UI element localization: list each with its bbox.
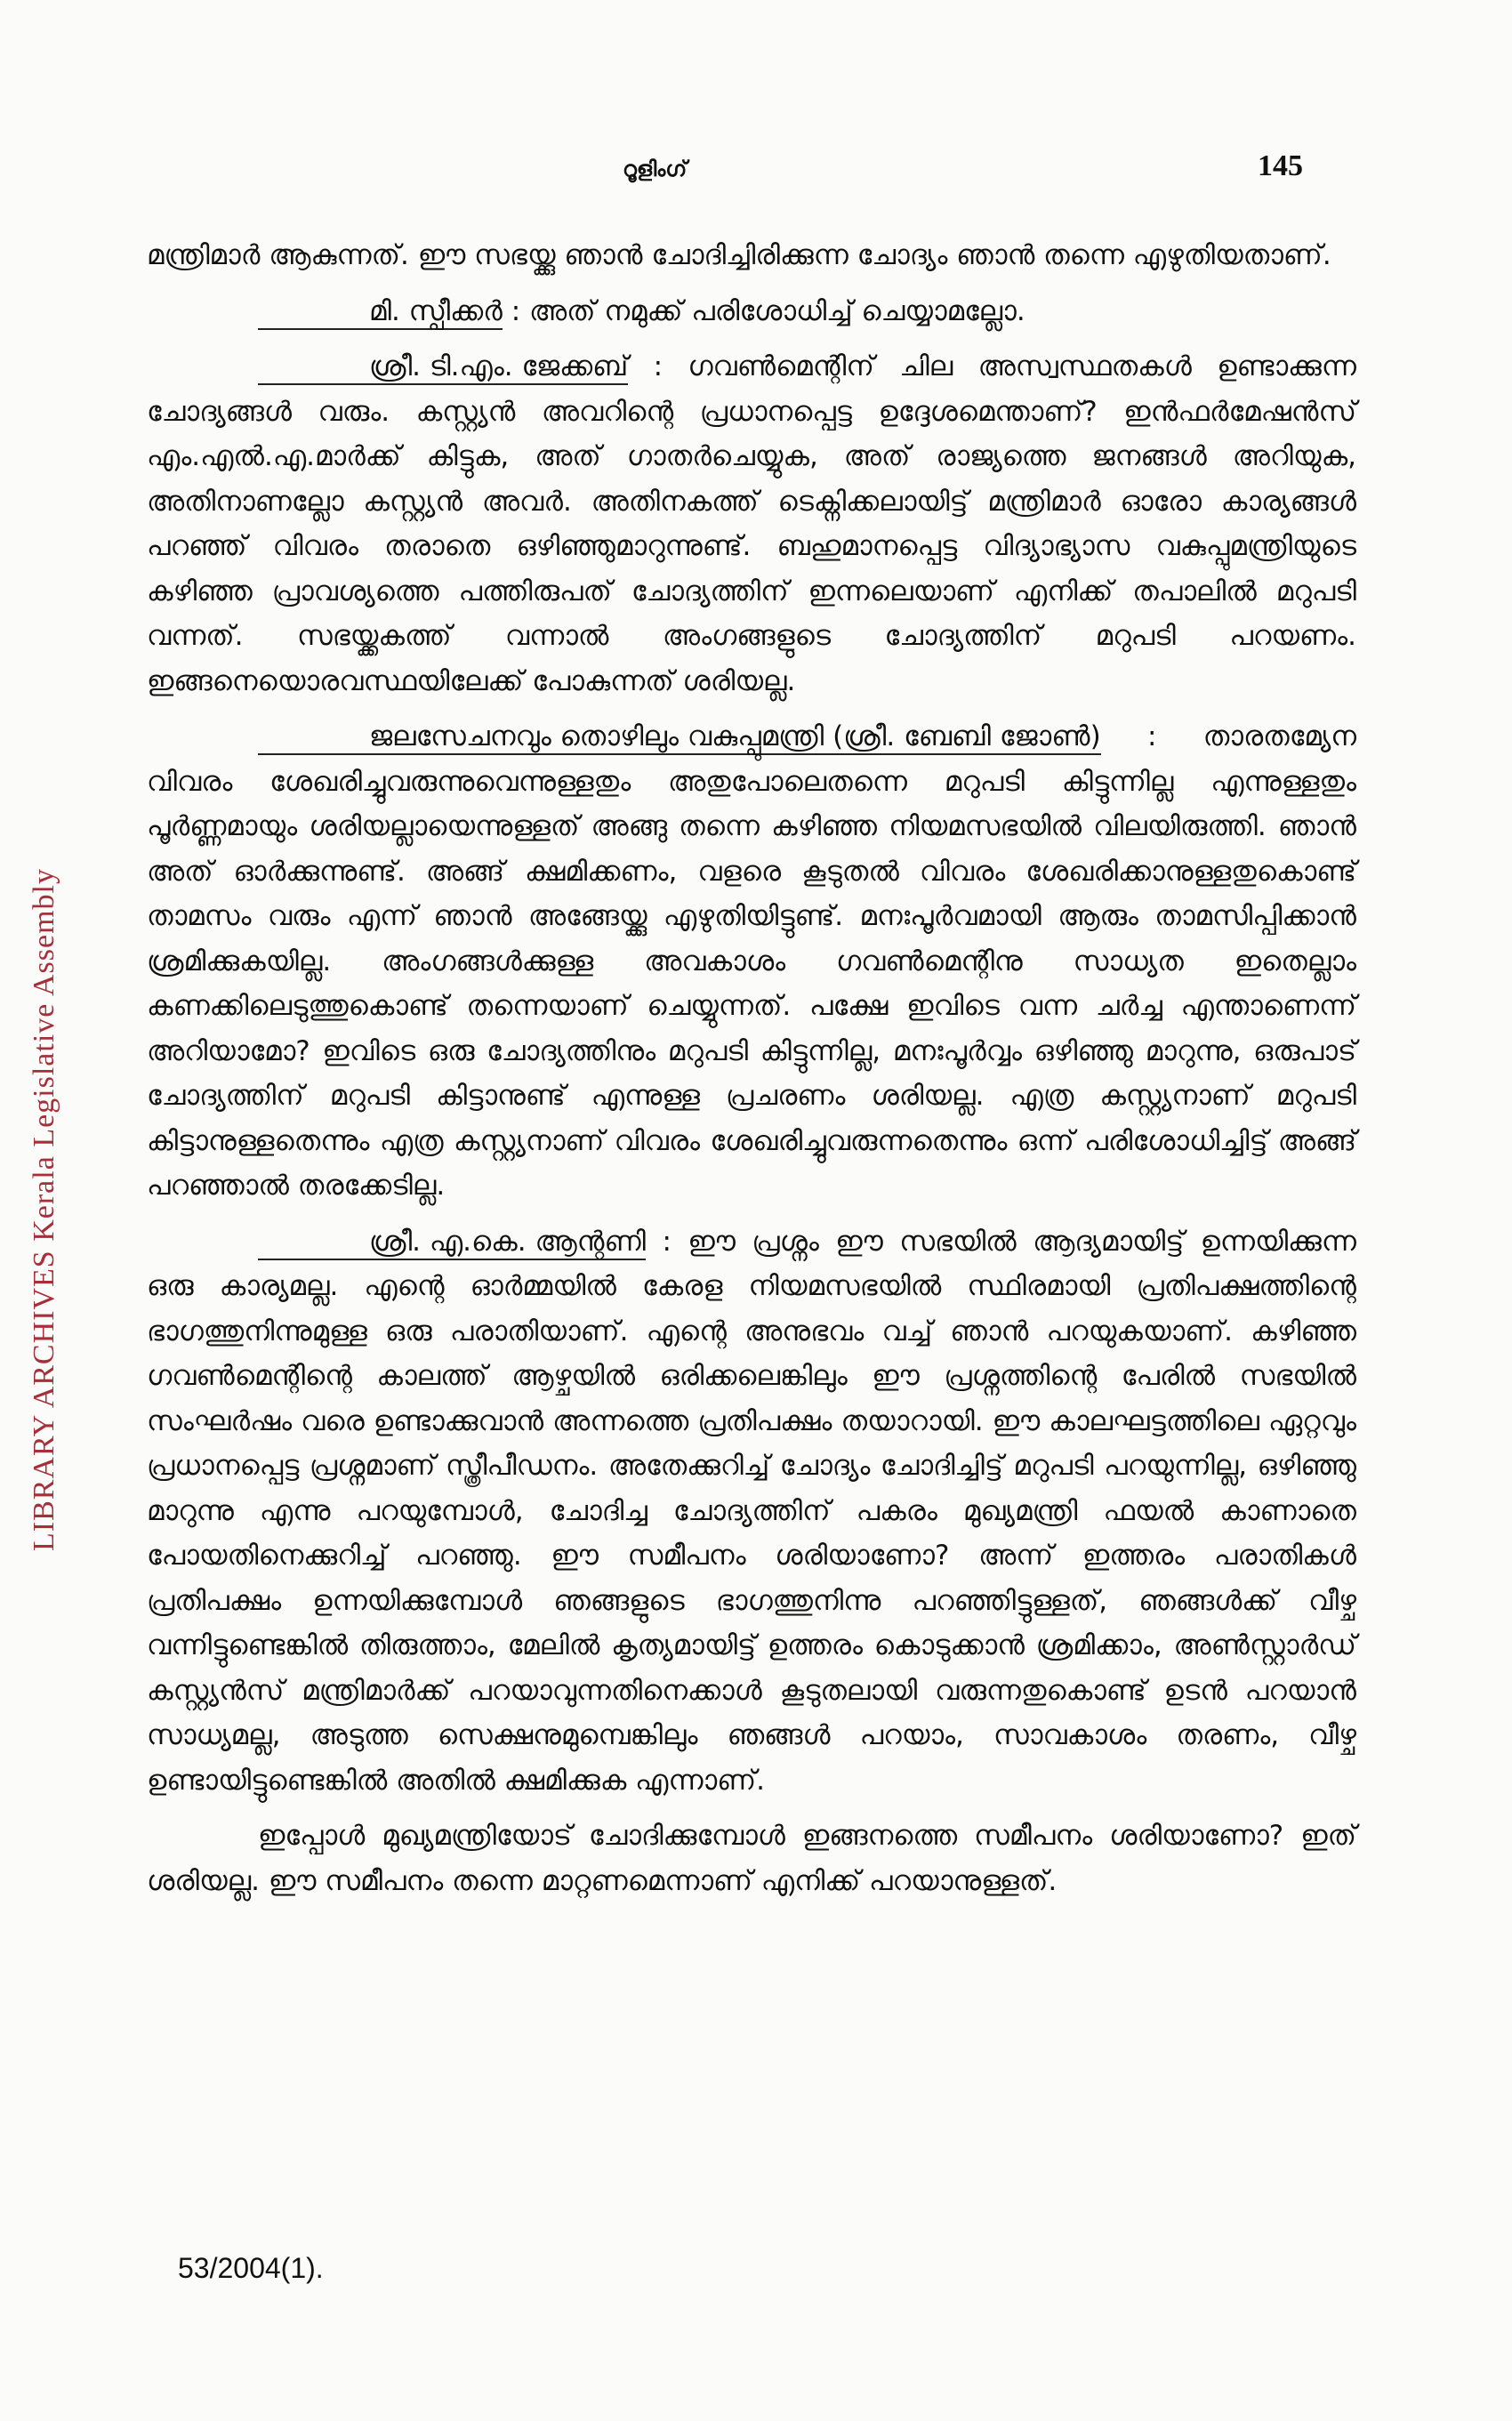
- paragraph-text: ഇപ്പോൾ മുഖ്യമന്ത്രിയോട് ചോദിക്കുമ്പോൾ ഇങ്ങനത്തെ സമീപനം ശരിയാണോ? ഇത് ശരിയല്ല. ഈ സമീപനം തന്നെ മാറ്റണമെന്നാണ് എനിക്ക് പറയാനുള്ളത്.: [147, 1820, 1356, 1897]
- speech-ak-antony: [147, 1219, 1356, 1804]
- speaker-name: മി. സ്പീക്കർ: [258, 294, 503, 330]
- paragraph-text: മന്ത്രിമാർ ആകുന്നത്. ഈ സഭയ്ക്കു ഞാൻ ചോദിച്ചിരിക്കുന്ന ചോദ്യം ഞാൻ തന്നെ എഴുതിയതാണ്.: [147, 239, 1331, 271]
- speech-tm-jacob: [147, 344, 1356, 704]
- printer-reference: 53/2004(1).: [178, 2252, 324, 2284]
- speech-text: : ഈ പ്രശ്നം ഈ സഭയിൽ ആദ്യമായിട്ട് ഉന്നയിക്കുന്ന ഒരു കാര്യമല്ല. എന്റെ ഓർമ്മയിൽ കേരള നിയമസഭയിൽ സ്ഥിരമായി പ്രതിപക്ഷത്തിന്റെ ഭാഗത്തുനിന്നുമുള്ള ഒരു പരാതിയാണ്. എന്റെ അനുഭവം വച്ച് ഞാൻ പറയുകയാണ്. കഴിഞ്ഞ ഗവൺമെന്റിന്റെ കാലത്ത് ആഴ്ചയിൽ ഒരിക്കലെങ്കിലും ഈ പ്രശ്നത്തിന്റെ പേരിൽ സഭയിൽ സംഘർഷം വരെ ഉണ്ടാക്കുവാൻ അന്നത്തെ പ്രതിപക്ഷം തയാറായി. ഈ കാലഘട്ടത്തിലെ ഏറ്റവും പ്രധാനപ്പെട്ട പ്രശ്നമാണ് സ്ത്രീപീഡനം. അതേക്കുറിച്ച് ചോദ്യം ചോദിച്ചിട്ട് മറുപടി പറയുന്നില്ല, ഒഴിഞ്ഞു മാറുന്നു എന്നു പറയുമ്പോൾ, ചോദിച്ച ചോദ്യത്തിന് പകരം മുഖ്യമന്ത്രി ഫയൽ കാണാതെ പോയതിനെക്കുറിച്ച് പറഞ്ഞു. ഈ സമീപനം ശരിയാണോ? അന്ന് ഇത്തരം പരാതികൾ പ്രതിപക്ഷം ഉന്നയിക്കുമ്പോൾ ഞങ്ങളുടെ ഭാഗത്തുനിന്നു പറഞ്ഞിട്ടുള്ളത്, ഞങ്ങൾക്ക് വീഴ്ച വന്നിട്ടുണ്ടെങ്കിൽ തിരുത്താം, മേലിൽ കൃത്യമായിട്ട് ഉത്തരം കൊടുക്കാൻ ശ്രമിക്കാം, അൺസ്റ്റാർഡ് കസ്റ്റ്യൻസ് മന്ത്രിമാർക്ക് പറയാവുന്നതിനെക്കാൾ കൂടുതലായി വരുന്നതുകൊണ്ട് ഉടൻ പറയാൻ സാധ്യമല്ല, അടുത്ത സെക്ഷനുമുമ്പെങ്കിലും ഞങ്ങൾ പറയാം, സാവകാശം തരണം, വീഴ്ച ഉണ്ടായിട്ടുണ്ടെങ്കിൽ അതിൽ ക്ഷമിക്കുക എന്നാണ്.: [147, 1225, 1356, 1797]
- body-text: [147, 233, 1356, 1914]
- speaker-name: ശ്രീ. എ.കെ. ആന്റണി: [258, 1225, 646, 1260]
- speaker-name: ജലസേചനവും തൊഴിലും വകുപ്പുമന്ത്രി (ശ്രീ. ബേബി ജോൺ): [258, 720, 1101, 755]
- running-header: [0, 149, 1512, 194]
- paragraph-continuation: [147, 233, 1356, 278]
- speech-text: : ഗവൺമെന്റിന് ചില അസ്വസ്ഥതകൾ ഉണ്ടാക്കുന്ന ചോദ്യങ്ങൾ വരും. കസ്റ്റ്യൻ അവറിന്റെ പ്രധാനപ്പെട്ട ഉദ്ദേശമെന്താണ്? ഇൻഫർമേഷൻസ് എം.എൽ.എ.മാർക്ക് കിട്ടുക, അത് ഗാതർചെയ്യുക, അത് രാജ്യത്തെ ജനങ്ങൾ അറിയുക, അതിനാണല്ലോ കസ്റ്റ്യൻ അവർ. അതിനകത്ത് ടെക്നിക്കലായിട്ട് മന്ത്രിമാർ ഓരോ കാര്യങ്ങൾ പറഞ്ഞ് വിവരം തരാതെ ഒഴിഞ്ഞുമാറുന്നുണ്ട്. ബഹുമാനപ്പെട്ട വിദ്യാഭ്യാസ വകുപ്പുമന്ത്രിയുടെ കഴിഞ്ഞ പ്രാവശ്യത്തെ പത്തിരുപത് ചോദ്യത്തിന് ഇന്നലെയാണ് എനിക്ക് തപാലിൽ മറുപടി വന്നത്. സഭയ്ക്കകത്ത് വന്നാൽ അംഗങ്ങളുടെ ചോദ്യത്തിന് മറുപടി പറയണം. ഇങ്ങനെയൊരവസ്ഥയിലേക്ക് പോകുന്നത് ശരിയല്ല.: [147, 350, 1356, 697]
- speech-speaker-ruling: [147, 289, 1356, 334]
- speech-text: : താരതമ്യേന വിവരം ശേഖരിച്ചുവരുന്നുവെന്നുള്ളതും അതുപോലെതന്നെ മറുപടി കിട്ടുന്നില്ല എന്നുള്ളതും പൂർണ്ണമായും ശരിയല്ലായെന്നുള്ളത് അങ്ങു തന്നെ കഴിഞ്ഞ നിയമസഭയിൽ വിലയിരുത്തി. ഞാൻ അത് ഓർക്കുന്നുണ്ട്. അങ്ങ് ക്ഷമിക്കണം, വളരെ കൂടുതൽ വിവരം ശേഖരിക്കാനുള്ളതുകൊണ്ട് താമസം വരും എന്ന് ഞാൻ അങ്ങേയ്ക്കു എഴുതിയിട്ടുണ്ട്. മനഃപൂർവമായി ആരും താമസിപ്പിക്കാൻ ശ്രമിക്കുകയില്ല. അംഗങ്ങൾക്കുള്ള അവകാശം ഗവൺമെന്റിനു സാധ്യത ഇതെല്ലാം കണക്കിലെടുത്തുകൊണ്ട് തന്നെയാണ് ചെയ്യുന്നത്. പക്ഷേ ഇവിടെ വന്ന ചർച്ച എന്താണെന്ന് അറിയാമോ? ഇവിടെ ഒരു ചോദ്യത്തിനും മറുപടി കിട്ടുന്നില്ല, മനഃപൂർവ്വം ഒഴിഞ്ഞു മാറുന്നു, ഒരുപാട് ചോദ്യത്തിന് മറുപടി കിട്ടാനുണ്ട് എന്നുള്ള പ്രചരണം ശരിയല്ല. എത്ര കസ്റ്റ്യനാണ് മറുപടി കിട്ടാനുള്ളതെന്നും എത്ര കസ്റ്റ്യനാണ് വിവരം ശേഖരിച്ചുവരുന്നതെന്നും ഒന്ന് പരിശോധിച്ചിട്ട് അങ്ങ് പറഞ്ഞാൽ തരക്കേടില്ല.: [147, 720, 1356, 1202]
- speech-baby-john: [147, 714, 1356, 1209]
- speaker-name: ശ്രീ. ടി.എം. ജേക്കബ്: [258, 350, 628, 385]
- archive-watermark: LIBRARY ARCHIVES Kerala Legislative Assembly: [28, 868, 60, 1552]
- running-title: റൂളിംഗ്: [623, 157, 688, 181]
- paragraph-closing: [147, 1814, 1356, 1903]
- speech-text: : അത് നമുക്ക് പരിശോധിച്ച് ചെയ്യാമല്ലോ.: [502, 294, 1025, 327]
- page-number: 145: [1258, 149, 1303, 182]
